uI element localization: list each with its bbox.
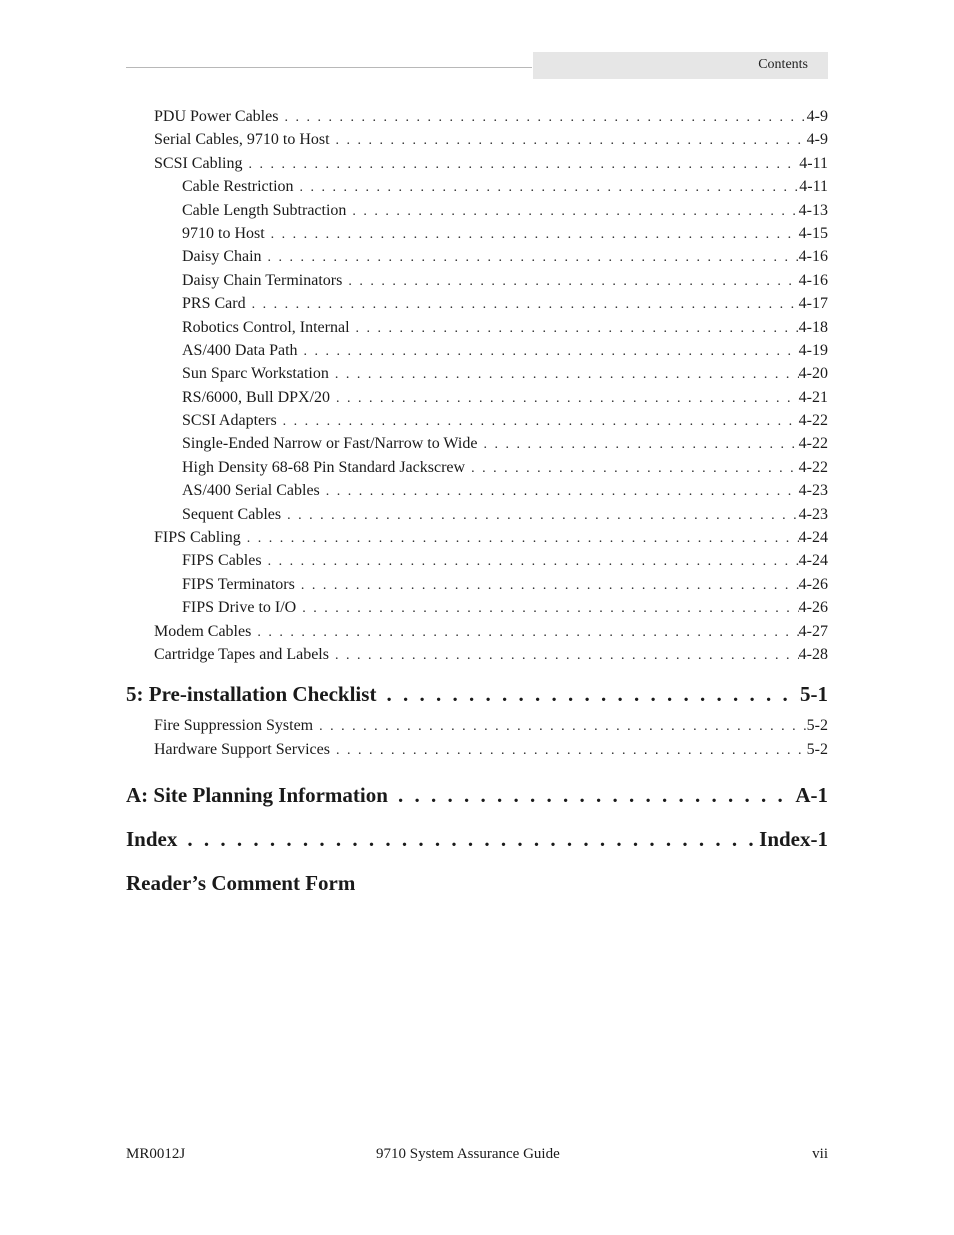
dot-leader bbox=[348, 270, 798, 292]
toc-entry[interactable] bbox=[126, 432, 828, 455]
entry-title: FIPS Terminators bbox=[182, 575, 295, 593]
page-number: vii bbox=[812, 1146, 828, 1162]
toc-entry[interactable] bbox=[126, 339, 828, 362]
dot-leader bbox=[283, 410, 799, 432]
entry-title: Modem Cables bbox=[154, 622, 252, 640]
entry-page: 4-23 bbox=[798, 482, 828, 500]
dot-leader bbox=[352, 200, 798, 222]
dot-leader bbox=[268, 550, 799, 572]
dot-leader bbox=[302, 597, 798, 619]
dot-leader bbox=[386, 682, 800, 707]
entry-title: 9710 to Host bbox=[182, 224, 265, 242]
entry-title: Serial Cables, 9710 to Host bbox=[154, 131, 330, 149]
toc-entry[interactable] bbox=[126, 128, 828, 151]
toc-entry[interactable] bbox=[126, 222, 828, 245]
entry-title: PDU Power Cables bbox=[154, 108, 279, 125]
toc-entry[interactable] bbox=[126, 199, 828, 222]
dot-leader bbox=[268, 246, 799, 268]
toc-entry[interactable] bbox=[126, 596, 828, 619]
toc-entry[interactable] bbox=[126, 549, 828, 572]
entry-title: SCSI Adapters bbox=[182, 412, 277, 430]
entry-title: Robotics Control, Internal bbox=[182, 318, 350, 336]
index-title: Index bbox=[126, 827, 178, 852]
toc-entry[interactable] bbox=[126, 526, 828, 549]
entry-page: 4-22 bbox=[798, 458, 828, 476]
toc-entry[interactable] bbox=[126, 714, 828, 737]
dot-leader bbox=[284, 106, 806, 128]
index-entry[interactable] bbox=[126, 827, 828, 859]
toc-entry[interactable] bbox=[126, 643, 828, 666]
appendix-title: A: Site Planning Information bbox=[126, 783, 388, 808]
entry-page: 4-11 bbox=[799, 154, 828, 172]
table-of-contents bbox=[126, 105, 828, 903]
dot-leader bbox=[248, 153, 799, 175]
entry-title: Fire Suppression System bbox=[154, 717, 314, 735]
entry-title: Cable Restriction bbox=[182, 178, 294, 196]
dot-leader bbox=[336, 739, 807, 761]
entry-title: FIPS Cabling bbox=[154, 529, 241, 547]
entry-title: FIPS Drive to I/O bbox=[182, 599, 297, 617]
entry-page: 4-15 bbox=[798, 224, 828, 242]
toc-entry[interactable] bbox=[126, 479, 828, 502]
entry-page: 4-26 bbox=[798, 575, 828, 593]
entry-page: 5-2 bbox=[806, 717, 828, 735]
toc-entry[interactable] bbox=[126, 316, 828, 339]
dot-leader bbox=[335, 363, 799, 385]
entry-page: 4-22 bbox=[798, 435, 828, 453]
entry-page: 4-23 bbox=[798, 505, 828, 523]
toc-entry[interactable] bbox=[126, 386, 828, 409]
dot-leader bbox=[335, 644, 799, 666]
dot-leader bbox=[257, 621, 798, 643]
entry-page: 4-9 bbox=[806, 131, 828, 149]
entry-title: FIPS Cables bbox=[182, 552, 262, 570]
entry-page: 4-13 bbox=[798, 201, 828, 219]
toc-entry[interactable] bbox=[126, 175, 828, 198]
entry-page: 4-24 bbox=[798, 552, 828, 570]
dot-leader bbox=[483, 433, 798, 455]
doc-title: 9710 System Assurance Guide bbox=[376, 1146, 560, 1162]
toc-entry[interactable] bbox=[126, 620, 828, 643]
entry-page: 4-18 bbox=[798, 318, 828, 336]
dot-leader bbox=[326, 480, 799, 502]
entry-page: 5-2 bbox=[806, 740, 828, 758]
dot-leader bbox=[398, 783, 795, 808]
dot-leader bbox=[336, 129, 807, 151]
entry-title: AS/400 Data Path bbox=[182, 341, 298, 359]
toc-entry[interactable] bbox=[126, 105, 828, 128]
index-page: Index-1 bbox=[759, 827, 828, 852]
entry-title: Daisy Chain Terminators bbox=[182, 271, 343, 289]
entry-title: Cartridge Tapes and Labels bbox=[154, 645, 329, 663]
entry-title: Sequent Cables bbox=[182, 505, 282, 523]
toc-entries bbox=[126, 105, 828, 666]
toc-entry[interactable] bbox=[126, 738, 828, 761]
reader-comment-form-entry[interactable] bbox=[126, 871, 828, 903]
entry-title: PRS Card bbox=[182, 295, 246, 313]
entry-page: 4-24 bbox=[798, 529, 828, 547]
dot-leader bbox=[304, 340, 799, 362]
toc-entry[interactable] bbox=[126, 292, 828, 315]
entry-page: 4-9 bbox=[806, 108, 828, 125]
chapter-title: 5: Pre-installation Checklist bbox=[126, 682, 377, 707]
toc-entry[interactable] bbox=[126, 269, 828, 292]
entry-page: 4-17 bbox=[798, 295, 828, 313]
toc-entry[interactable] bbox=[126, 362, 828, 385]
doc-number: MR0012J bbox=[126, 1146, 186, 1162]
entry-title: High Density 68-68 Pin Standard Jackscrew bbox=[182, 458, 466, 476]
dot-leader bbox=[356, 317, 799, 339]
dot-leader bbox=[287, 504, 799, 526]
entry-page: 4-22 bbox=[798, 412, 828, 430]
entry-page: 4-11 bbox=[799, 178, 828, 196]
toc-entry[interactable] bbox=[126, 245, 828, 268]
header-tab bbox=[533, 52, 828, 79]
dot-leader bbox=[471, 457, 799, 479]
dot-leader bbox=[247, 527, 799, 549]
chapter-5-entries bbox=[126, 714, 828, 761]
entry-title: Hardware Support Services bbox=[154, 740, 330, 758]
entry-title: Cable Length Subtraction bbox=[182, 201, 347, 219]
chapter-5-entry[interactable] bbox=[126, 682, 828, 714]
entry-page: 4-16 bbox=[798, 271, 828, 289]
entry-title: SCSI Cabling bbox=[154, 154, 243, 172]
header-rule bbox=[126, 67, 532, 68]
entry-page: 4-27 bbox=[798, 622, 828, 640]
toc-entry[interactable] bbox=[126, 456, 828, 479]
entry-title: RS/6000, Bull DPX/20 bbox=[182, 388, 331, 406]
toc-entry[interactable] bbox=[126, 573, 828, 596]
dot-leader bbox=[336, 387, 799, 409]
entry-title: Single-Ended Narrow or Fast/Narrow to Wide bbox=[182, 435, 478, 453]
dot-leader bbox=[301, 574, 799, 596]
reader-form-title: Reader’s Comment Form bbox=[126, 871, 356, 896]
dot-leader bbox=[187, 827, 759, 852]
header-label: Contents bbox=[758, 57, 808, 72]
entry-page: 4-26 bbox=[798, 599, 828, 617]
dot-leader bbox=[252, 293, 799, 315]
entry-page: 4-21 bbox=[798, 388, 828, 406]
appendix-a-entry[interactable] bbox=[126, 783, 828, 815]
appendix-page: A-1 bbox=[795, 783, 828, 808]
page-footer bbox=[126, 1146, 828, 1166]
chapter-page: 5-1 bbox=[800, 682, 828, 707]
entry-title: Daisy Chain bbox=[182, 248, 262, 266]
dot-leader bbox=[300, 176, 800, 198]
entry-page: 4-28 bbox=[798, 645, 828, 663]
entry-page: 4-19 bbox=[798, 341, 828, 359]
entry-title: AS/400 Serial Cables bbox=[182, 482, 320, 500]
toc-entry[interactable] bbox=[126, 152, 828, 175]
entry-page: 4-16 bbox=[798, 248, 828, 266]
dot-leader bbox=[271, 223, 799, 245]
toc-entry[interactable] bbox=[126, 503, 828, 526]
dot-leader bbox=[319, 715, 807, 737]
entry-title: Sun Sparc Workstation bbox=[182, 365, 329, 383]
toc-entry[interactable] bbox=[126, 409, 828, 432]
entry-page: 4-20 bbox=[798, 365, 828, 383]
